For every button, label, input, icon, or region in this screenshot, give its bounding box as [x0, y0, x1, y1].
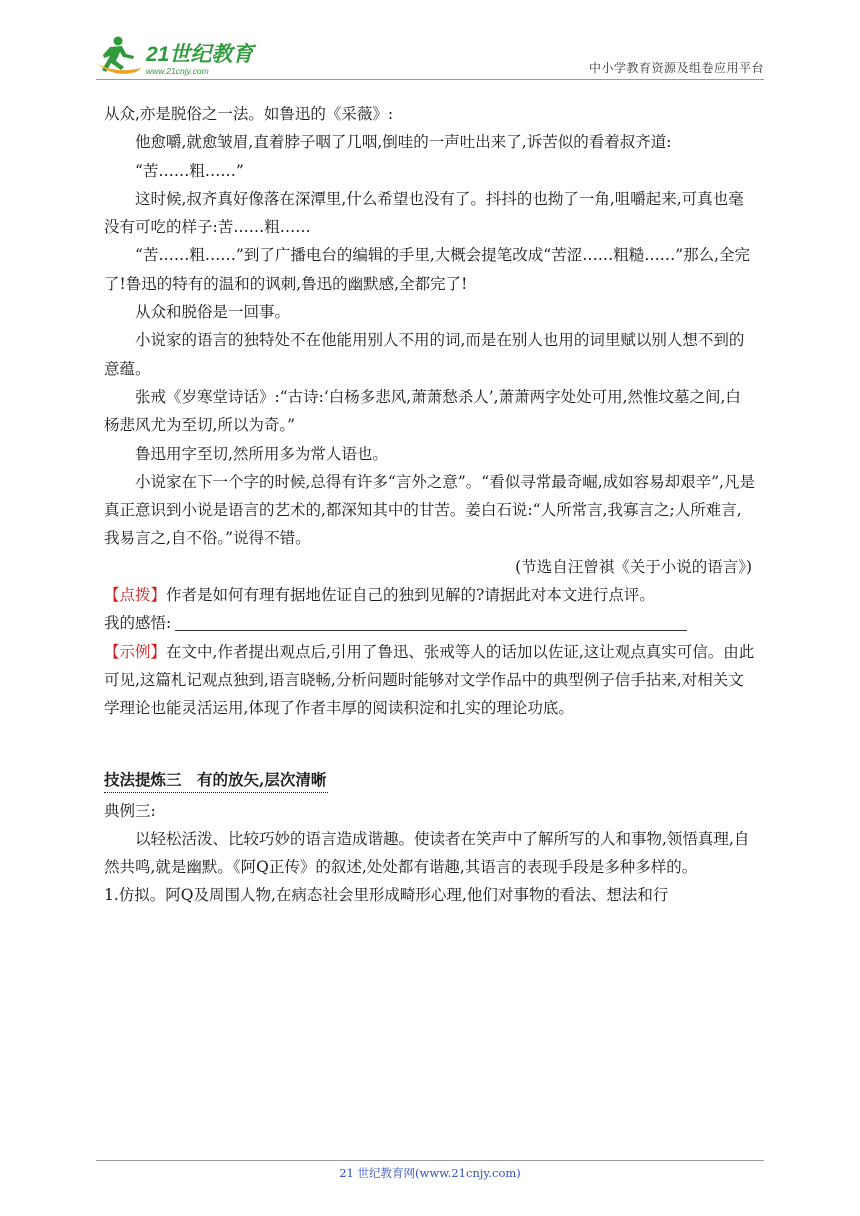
svg-text:21世纪教育: 21世纪教育 — [146, 43, 254, 66]
paragraph: 小说家的语言的独特处不在他能用别人不用的词,而是在别人也用的词里赋以别人想不到的意蕴。 — [104, 331, 745, 378]
paragraph: 张戒《岁寒堂诗话》:“古诗:‘白杨多悲风,萧萧愁杀人’,萧萧两字处处可用,然惟坟墓之间,白杨悲风尤为至切,所以为奇。” — [104, 387, 741, 435]
example-block — [104, 638, 756, 723]
page-header — [96, 30, 764, 78]
example-text: 在文中,作者提出观点后,引用了鲁迅、张戒等人的话加以佐证,这让观点真实可信。由此可见,这篇札记观点独到,语言晓畅,分析问题时能够对文学作品中的典型例子信手拈来,对相关文学理论也能灵活运用,体现了作者丰厚的阅读积淀和扎实的理论功底。 — [104, 642, 755, 718]
hint-label: 【点拨】 — [104, 586, 167, 605]
example-label: 【示例】 — [104, 642, 167, 661]
answer-blank-line[interactable] — [175, 612, 687, 631]
svg-text:www.21cnjy.com: www.21cnjy.com — [146, 66, 209, 76]
paragraph: 从众和脱俗是一回事。 — [135, 303, 291, 322]
hint-block — [104, 581, 756, 609]
site-logo — [96, 34, 266, 78]
hint-text: 作者是如何有理有据地佐证自己的独到见解的?请据此对本文进行点评。 — [166, 586, 655, 605]
section-heading: 技法提炼三 有的放矢,层次清晰 — [104, 769, 328, 793]
paragraph: “苦……粗……” — [135, 161, 244, 180]
paragraph: 他愈嚼,就愈皱眉,直着脖子咽了几咽,倒哇的一声吐出来了,诉苦似的看着叔齐道: — [135, 133, 672, 152]
feeling-block — [104, 609, 756, 637]
paragraph: 1.仿拟。阿Q及周围人物,在病态社会里形成畸形心理,他们对事物的看法、想法和行 — [104, 886, 669, 905]
paragraph: 小说家在下一个字的时候,总得有许多“言外之意”。“看似寻常最奇崛,成如容易却艰辛”,凡是真正意识到小说是语言的艺术的,都深知其中的甘苦。姜白石说:“人所常言,我寡言之;人所难言,我易言之,自不俗。”说得不错。 — [104, 472, 755, 548]
paragraph: 以轻松活泼、比较巧妙的语言造成谐趣。使读者在笑声中了解所写的人和事物,领悟真理,自然共鸣,就是幽默。《阿Q正传》的叙述,处处都有谐趣,其语言的表现手段是多种多样的。 — [104, 829, 750, 877]
source-citation: (节选自汪曾祺《关于小说的语言》) — [515, 557, 752, 576]
feeling-label: 我的感悟: — [104, 614, 172, 633]
paragraph: “苦……粗……”到了广播电台的编辑的手里,大概会提笔改成“苦涩……粗糙……”那么,全完了!鲁迅的特有的温和的讽刺,鲁迅的幽默感,全都完了! — [104, 246, 751, 293]
paragraph: 这时候,叔齐真好像落在深潭里,什么希望也没有了。抖抖的也拗了一角,咀嚼起来,可真也毫没有可吃的样子:苦……粗…… — [104, 189, 744, 237]
runner-icon — [98, 37, 142, 74]
case-label: 典例三: — [104, 801, 156, 820]
paragraph: 鲁迅用字至切,然所用多为常人语也。 — [135, 444, 388, 463]
article-body — [104, 100, 756, 910]
footer-text[interactable]: 21 世纪教育网(www.21cnjy.com) — [339, 1166, 521, 1180]
paragraph: 从众,亦是脱俗之一法。如鲁迅的《采薇》: — [104, 105, 394, 123]
platform-name: 中小学教育资源及组卷应用平台 — [588, 61, 764, 75]
header-divider — [96, 79, 764, 80]
footer-divider — [96, 1160, 764, 1161]
